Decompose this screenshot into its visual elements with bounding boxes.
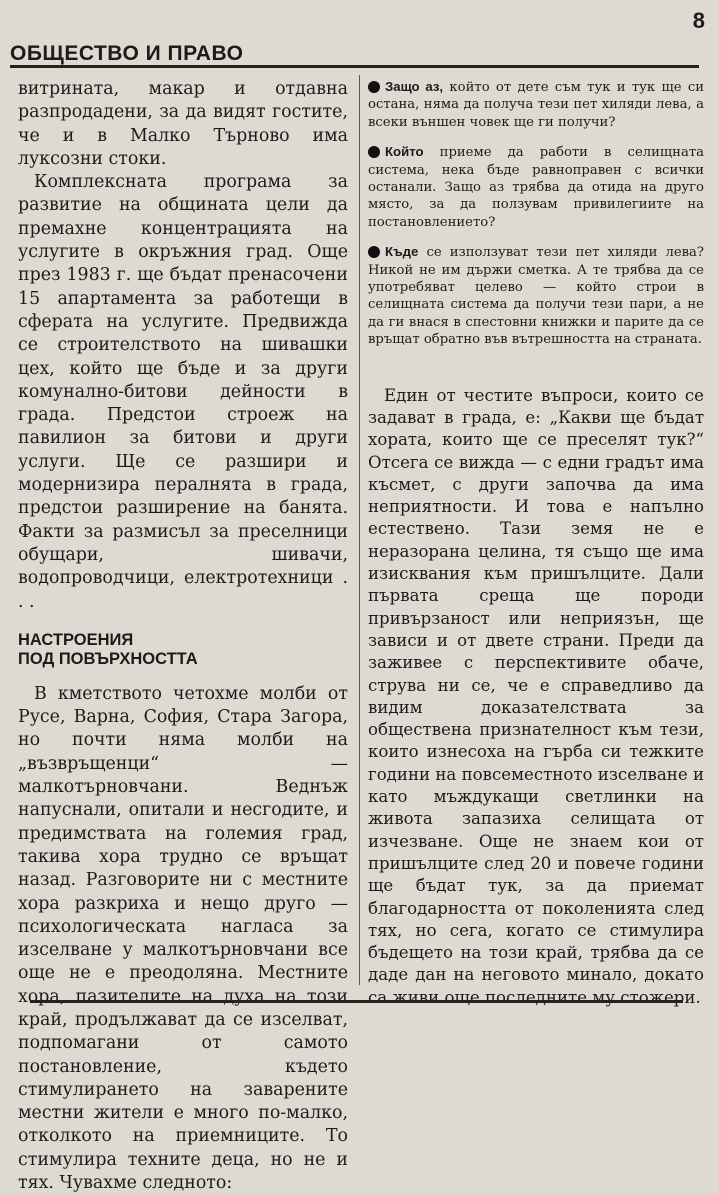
article-paragraph: Един от честите въпроси, които се задават в града, е: „Какви ще бъдат хората, които ще се преселят тук?“ Отсега се вижда — с едни градът има късмет, с други започва да има неприятности. И това е напълно естествено. Тази земя не е неразорана целина, тя също ще има изисквания към пришълците. Дали първата среща ще породи привързаност или неприязън, ще зависи и от двете страни. Преди да заживее с перспективите обаче, струва ни се, че е справедливо да видим доказателствата за обществена признателност към тези, които изнесоха на гърба си тежките години на повсеместното изселване и като мъждукащи светлинки на живота запазиха селищата от изчезване. Още не знаем кои от пришълците след 20 и повече години ще бъдат тук, за да приемат благодарността от поколенията след тях, но сега, когато се стимулира бъдещето на този край, трябва да се даде дан на неговото минало, докато са живи още последните му стожери. <box>368 385 704 1007</box>
question-lead: Къде <box>385 244 419 260</box>
bullet-icon <box>368 246 380 258</box>
subheading-line: ПОД ПОВЪРХНОСТТА <box>18 649 198 668</box>
article-paragraph: витрината, макар и отдавна разпродадени, за да видят гостите, че и в Малко Търново има луксозни стоки. <box>18 79 348 169</box>
right-column <box>368 78 704 1009</box>
question-text: приеме да работи в селищната система, нека бъде равноправен с всички останали. Защо аз трябва да отида на друго място, за да ползувам привилегиите на постановлението? <box>368 145 704 230</box>
bullet-icon <box>368 146 380 158</box>
subheading-line: НАСТРОЕНИЯ <box>18 630 134 649</box>
column-divider <box>359 75 360 985</box>
article-paragraph: Комплексната програма за развитие на общината цели да премахне концентрацията на услугите в окръжния град. Още през 1983 г. ще бъдат пренасочени 15 апартамента за работещи в сферата на услугите. Предвижда се строителството на шивашки цех, който ще бъде и за други комунално-битови дейности в града. Предстои строеж на павилион за битови и други услуги. Ще се разшири и модернизира пералнята в града, предстои разширение на банята. Факти за размисъл за преселници обущари, шивачи, водопроводчици, електротехници . . . <box>18 172 348 612</box>
question-lead: Който <box>385 144 424 160</box>
left-column <box>18 78 348 1195</box>
footer-rule <box>30 1000 683 1003</box>
question-text: се използуват тези пет хиляди лева? Никой не им държи сметка. А те трябва да се употребяват целево — който строи в селищната система да получи тези пари, а не да ги внася в спестовни книжки и парите да се връщат обратно във вътрешността на страната. <box>368 245 704 348</box>
question-item <box>368 243 704 348</box>
question-text: който от дете съм тук и тук ще си остана, няма да получа тези пет хиляди лева, а всеки външен човек ще ги получи? <box>368 80 704 130</box>
header-rule <box>10 65 699 68</box>
bullet-icon <box>368 81 380 93</box>
subheading <box>18 631 348 669</box>
question-item <box>368 78 704 131</box>
question-lead: Защо аз, <box>385 79 444 94</box>
page-number: 8 <box>692 8 705 33</box>
question-item <box>368 143 704 231</box>
section-header: ОБЩЕСТВО И ПРАВО <box>10 42 244 65</box>
article-paragraph: В кметството четохме молби от Русе, Варна, София, Стара Загора, но почти няма молби на „възвръщенци“ — малкотърновчани. Веднъж напуснали, опитали и несгодите, и предимствата на големия град, такива хора трудно се връщат назад. Разговорите ни с местните хора разкриха и нещо друго — психологическата нагласа за изселване у малкотърновчани все още не е преодоляна. Местните хора, пазителите на духа на този край, продължават да се изселват, подпомагани от самото постановление, където стимулирането на заварените местни жители е много по-малко, отколкото на приемниците. То стимулира техните деца, но не и тях. Чувахме следното: <box>18 683 348 1194</box>
